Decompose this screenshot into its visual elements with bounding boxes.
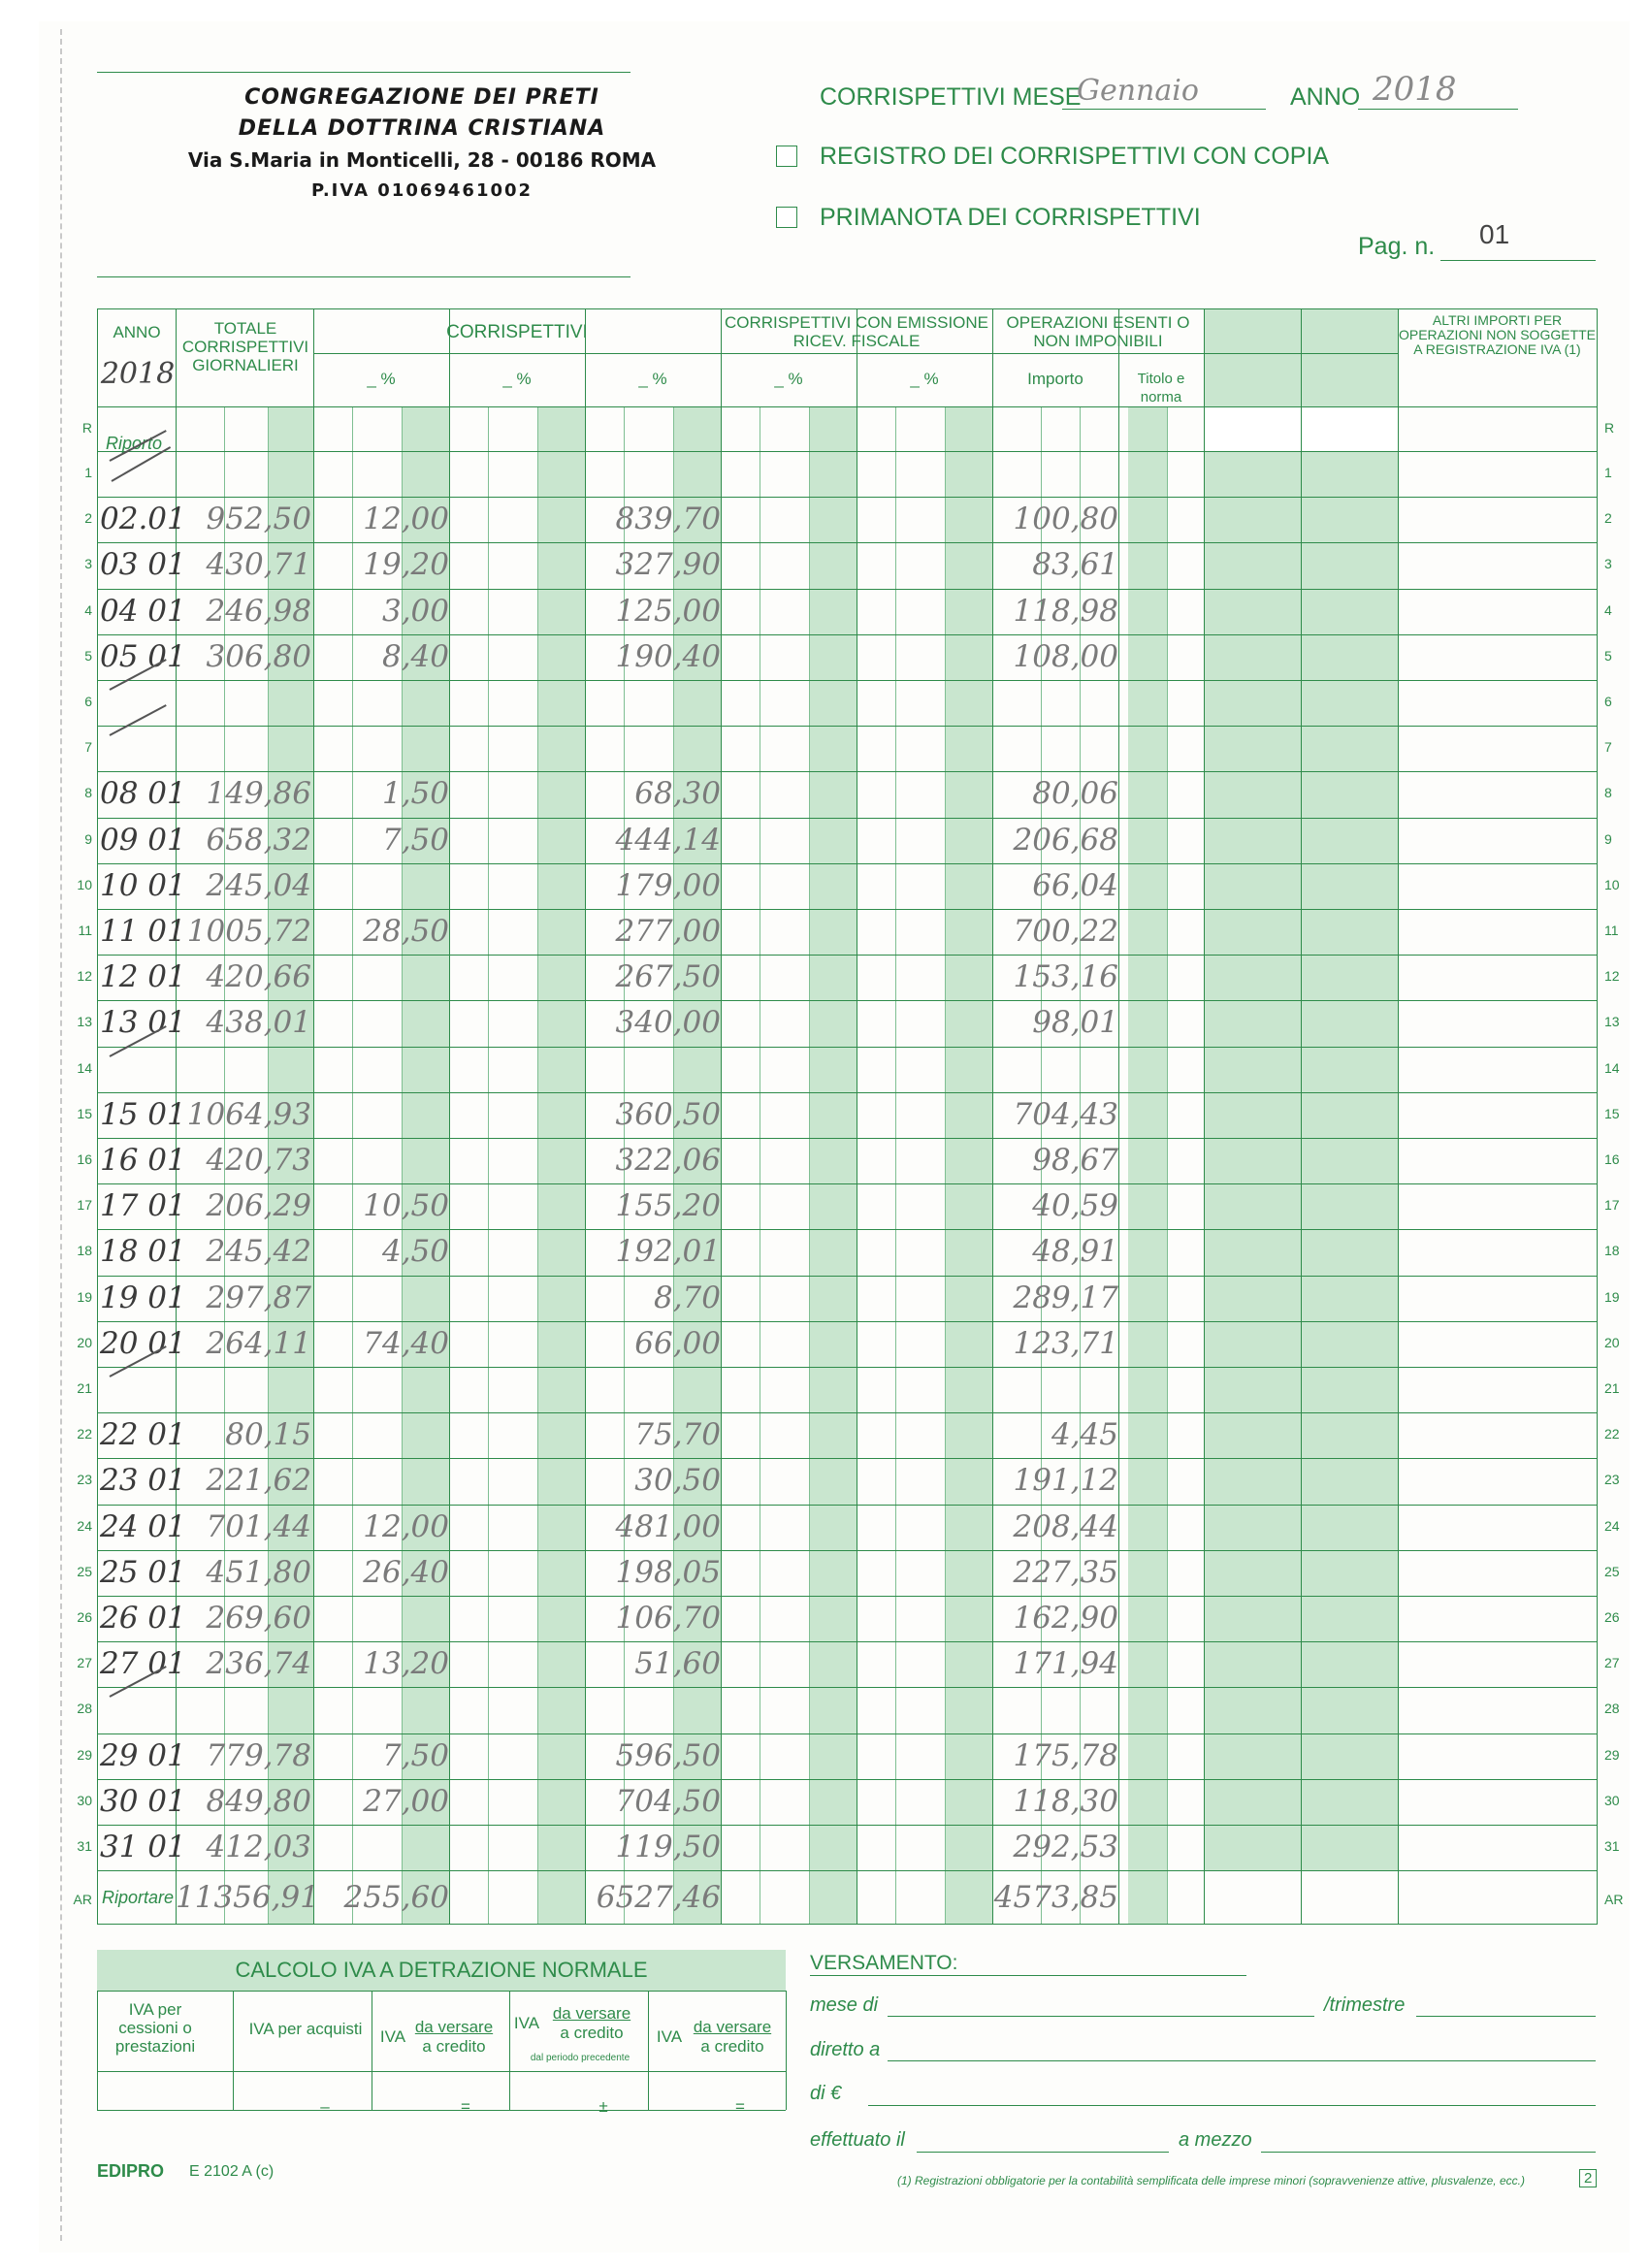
mese-underline — [1062, 109, 1266, 110]
date-cell[interactable]: 26 01 — [100, 1601, 186, 1636]
row-number: 22 — [77, 1426, 92, 1442]
stamp-line-1: CONGREGAZIONE DEI PRETI — [244, 85, 599, 110]
edipro-logo: EDIPRO — [97, 2161, 165, 2181]
effettuato-line[interactable] — [917, 2152, 1169, 2153]
a-credito-5: a credito — [700, 2037, 764, 2056]
totale-cell[interactable]: 430,71 — [206, 547, 311, 583]
corrispettivi-col3-cell[interactable]: 839,70 — [615, 502, 721, 537]
row-number-right: 8 — [1604, 785, 1612, 801]
corrispettivi-col3-cell[interactable]: 75,70 — [634, 1417, 721, 1453]
row-number: 15 — [77, 1105, 92, 1121]
stamp-line-2: DELLA DOTTRINA CRISTIANA — [238, 116, 606, 141]
grid-hline — [98, 1412, 1597, 1413]
row-number: 21 — [77, 1380, 92, 1396]
page-code-box: 2 — [1579, 2169, 1597, 2187]
row-number: 24 — [77, 1517, 92, 1534]
totale-cell[interactable]: 236,74 — [206, 1646, 311, 1682]
dal-periodo-precedente: dal periodo precedente — [530, 2053, 630, 2063]
row-number-right: 9 — [1604, 830, 1612, 847]
row-number-right: 31 — [1604, 1838, 1620, 1854]
row-number-right: 4 — [1604, 601, 1612, 618]
row-number: 18 — [77, 1243, 92, 1259]
corrispettivi-col1-cell[interactable]: 1,50 — [381, 776, 449, 812]
iva-cessioni-header: IVA per cessioni o prestazioni — [114, 2000, 196, 2056]
pct-header-3: _ % — [638, 370, 667, 388]
row-number: 14 — [77, 1059, 92, 1076]
importo-euro-label: di € — [810, 2083, 842, 2104]
date-cell[interactable]: 25 01 — [100, 1554, 186, 1590]
date-cell[interactable]: 17 01 — [100, 1188, 186, 1224]
stamp-line-4: P.IVA 01069461002 — [310, 180, 534, 201]
operator-equals-2: = — [735, 2097, 745, 2116]
grid-vline — [449, 309, 450, 1924]
totale-cell[interactable]: 245,04 — [206, 867, 311, 903]
date-cell[interactable]: 12 01 — [100, 959, 186, 995]
pct-header-1: _ % — [367, 370, 396, 388]
corrispettivi-col3-cell[interactable]: 192,01 — [615, 1234, 721, 1270]
iva-acquisti-header: IVA per acquisti — [248, 2020, 363, 2038]
esenti-importo-cell[interactable]: 40,59 — [1032, 1188, 1118, 1224]
col-header-altri: ALTRI IMPORTI PER OPERAZIONI NON SOGGETTE A REGISTRAZIONE IVA (1) — [1398, 312, 1597, 357]
corrispettivi-col3-cell[interactable]: 8,70 — [653, 1280, 721, 1315]
esenti-importo-cell[interactable]: 171,94 — [1013, 1646, 1118, 1682]
calc-vline-3 — [509, 1991, 510, 2110]
page-number[interactable]: 01 — [1479, 219, 1510, 249]
corrispettivi-col1-cell[interactable]: 3,00 — [381, 593, 449, 629]
date-cell[interactable]: 03 01 — [100, 547, 186, 583]
row-number: 7 — [84, 739, 92, 756]
esenti-importo-cell[interactable]: 153,16 — [1013, 959, 1118, 995]
date-cell[interactable]: 09 01 — [100, 822, 186, 858]
da-versare-4: da versare — [552, 2004, 631, 2023]
row-number: 26 — [77, 1609, 92, 1625]
date-cell[interactable]: 27 01 — [100, 1646, 186, 1682]
grid-vline — [1118, 309, 1119, 1924]
totale-cell[interactable]: 420,73 — [206, 1143, 311, 1178]
corrispettivi-col1-cell[interactable]: 19,20 — [363, 547, 449, 583]
total-col1-cell[interactable]: 255,60 — [343, 1880, 449, 1916]
grid-hline — [98, 1458, 1597, 1459]
col-header-ricev: CORRISPETTIVI CON EMISSIONE RICEV. FISCALE — [724, 313, 989, 350]
totale-cell[interactable]: 1005,72 — [186, 914, 311, 949]
esenti-importo-cell[interactable]: 175,78 — [1013, 1737, 1118, 1773]
row-label-ar: AR — [73, 1892, 92, 1908]
esenti-importo-cell[interactable]: 98,67 — [1032, 1143, 1118, 1178]
esenti-importo-cell[interactable]: 48,91 — [1032, 1234, 1118, 1270]
calc-vline-0 — [97, 1991, 98, 2110]
grid-hline — [98, 1367, 1597, 1368]
corrispettivi-col3-cell[interactable]: 444,14 — [615, 822, 721, 858]
grid-vline — [1398, 309, 1399, 1924]
row-number-right: 19 — [1604, 1288, 1620, 1305]
trimestre-label: /trimestre — [1324, 1994, 1406, 2016]
corrispettivi-col1-cell[interactable]: 7,50 — [381, 822, 449, 858]
row-number: 3 — [84, 556, 92, 572]
totale-cell[interactable]: 269,60 — [206, 1601, 311, 1636]
totale-cell[interactable]: 412,03 — [206, 1830, 311, 1864]
corrispettivi-col3-cell[interactable]: 327,90 — [615, 547, 721, 583]
operator-equals: = — [461, 2097, 470, 2116]
page-label: Pag. n. — [1358, 233, 1436, 260]
operator-minus: – — [320, 2097, 330, 2116]
grid-hline — [98, 1687, 1597, 1688]
totale-cell[interactable]: 245,42 — [206, 1234, 311, 1270]
row-number-right: 18 — [1604, 1243, 1620, 1259]
primanota-checkbox[interactable] — [776, 207, 797, 228]
totale-cell[interactable]: 849,80 — [206, 1783, 311, 1819]
mese-di-label: mese di — [810, 1994, 879, 2016]
date-cell[interactable]: 02.01 — [100, 502, 186, 537]
row-number: 6 — [84, 694, 92, 709]
esenti-importo-cell[interactable]: 118,98 — [1013, 593, 1118, 629]
grid-hline — [98, 955, 1597, 956]
mese-value[interactable]: Gennaio — [1077, 74, 1199, 108]
row-number: 30 — [77, 1792, 92, 1808]
row-number: 29 — [77, 1746, 92, 1763]
row-number-right: 26 — [1604, 1609, 1620, 1625]
iva-label-3: IVA — [379, 2027, 406, 2046]
grid-vline — [721, 309, 722, 1924]
organization-stamp — [170, 82, 674, 207]
corrispettivi-col1-cell[interactable]: 12,00 — [363, 502, 449, 537]
grid-hline — [98, 1276, 1597, 1277]
row-number-right: 3 — [1604, 556, 1612, 572]
grid-hline — [98, 680, 1597, 681]
riporto-label: Riporto — [106, 434, 163, 453]
row-number-right: 22 — [1604, 1426, 1620, 1442]
registro-checkbox[interactable] — [776, 146, 797, 167]
date-cell[interactable]: 10 01 — [100, 867, 186, 903]
esenti-importo-cell[interactable]: 98,01 — [1032, 1005, 1118, 1041]
totale-cell[interactable]: 306,80 — [206, 638, 311, 674]
totale-cell[interactable]: 438,01 — [206, 1005, 311, 1041]
stamp-line-3: Via S.Maria in Monticelli, 28 - 00186 ROMA — [187, 148, 657, 172]
effettuato-il-label: effettuato il — [810, 2129, 905, 2151]
corrispettivi-col3-cell[interactable]: 155,20 — [615, 1188, 721, 1224]
row-number: 16 — [77, 1151, 92, 1167]
totale-cell[interactable]: 206,29 — [206, 1188, 311, 1224]
esenti-importo-cell[interactable]: 700,22 — [1013, 914, 1118, 949]
date-cell[interactable]: 04 01 — [100, 593, 186, 629]
corrispettivi-col1-cell[interactable]: 12,00 — [363, 1508, 449, 1544]
iva-label-4: IVA — [513, 2014, 540, 2032]
corrispettivi-col3-cell[interactable]: 198,05 — [615, 1554, 721, 1590]
date-cell[interactable]: 31 01 — [100, 1830, 186, 1864]
row-number-right: 2 — [1604, 510, 1612, 527]
totale-cell[interactable]: 779,78 — [206, 1737, 311, 1773]
row-number-right: 14 — [1604, 1059, 1620, 1076]
row-number: 25 — [77, 1563, 92, 1579]
row-number: 28 — [77, 1701, 92, 1717]
corrispettivi-col3-cell[interactable]: 267,50 — [615, 959, 721, 995]
corrispettivi-col1-cell[interactable]: 10,50 — [363, 1188, 449, 1224]
row-number: 1 — [84, 465, 92, 480]
calcolo-iva-box — [97, 1950, 786, 2116]
date-cell[interactable]: 23 01 — [100, 1463, 186, 1499]
grid-hline — [98, 1047, 1597, 1048]
a-credito-4: a credito — [560, 2024, 624, 2042]
corrispettivi-col3-cell[interactable]: 68,30 — [634, 776, 721, 812]
corrispettivi-col3-cell[interactable]: 277,00 — [615, 914, 721, 949]
perforation-line — [60, 29, 62, 2241]
row-number-right: 23 — [1604, 1472, 1620, 1488]
corrispettivi-col1-cell[interactable]: 13,20 — [363, 1646, 449, 1682]
titolo-header: Titolo e norma — [1137, 371, 1185, 405]
grid-hline — [313, 353, 1398, 354]
diretto-a-line[interactable] — [888, 2060, 1596, 2061]
row-number-right: 30 — [1604, 1792, 1620, 1808]
mese-di-line[interactable] — [888, 2016, 1314, 2017]
totale-cell[interactable]: 246,98 — [206, 593, 311, 629]
esenti-importo-cell[interactable]: 100,80 — [1013, 502, 1118, 537]
corrispettivi-col1-cell[interactable]: 4,50 — [381, 1234, 449, 1270]
grid-hline — [98, 1596, 1597, 1597]
diretto-a-label: diretto a — [810, 2039, 881, 2060]
col-header-esenti: OPERAZIONI ESENTI O NON IMPONIBILI — [1006, 313, 1190, 350]
col-header-totale: TOTALE CORRISPETTIVI GIORNALIERI — [181, 319, 309, 374]
date-cell[interactable]: 11 01 — [100, 914, 186, 949]
date-cell[interactable]: 16 01 — [100, 1143, 186, 1178]
row-number: 4 — [84, 601, 92, 618]
versamento-title: VERSAMENTO: — [810, 1952, 958, 1974]
row-number-right: 20 — [1604, 1334, 1620, 1350]
anno-handwritten: 2018 — [100, 357, 176, 391]
calc-rule-1 — [97, 1991, 786, 1992]
calc-vline-1 — [233, 1991, 234, 2110]
page-underline — [1440, 260, 1596, 261]
row-number-right: 17 — [1604, 1197, 1620, 1214]
totale-cell[interactable]: 221,62 — [206, 1463, 311, 1499]
trimestre-line[interactable] — [1416, 2016, 1596, 2017]
corrispettivi-col3-cell[interactable]: 106,70 — [615, 1601, 721, 1636]
esenti-importo-cell[interactable]: 123,71 — [1013, 1325, 1118, 1361]
corrispettivi-col3-cell[interactable]: 596,50 — [615, 1737, 721, 1773]
row-number-right: 27 — [1604, 1655, 1620, 1671]
grid-hline — [98, 1825, 1597, 1826]
corrispettivi-col3-cell[interactable]: 190,40 — [615, 638, 721, 674]
row-number-right: 29 — [1604, 1746, 1620, 1763]
totale-cell[interactable]: 297,87 — [206, 1280, 311, 1315]
row-label-ar-right: AR — [1604, 1892, 1624, 1908]
totale-cell[interactable]: 149,86 — [206, 776, 311, 812]
row-label-r-right: R — [1604, 420, 1615, 436]
row-number: 2 — [84, 510, 92, 527]
form-code: E 2102 A (c) — [189, 2163, 275, 2180]
row-number: 31 — [77, 1838, 92, 1854]
iva-label-5: IVA — [656, 2027, 683, 2046]
grid-hline — [98, 863, 1597, 864]
date-cell[interactable]: 24 01 — [100, 1508, 186, 1544]
date-cell[interactable]: 18 01 — [100, 1234, 186, 1270]
row-number: 13 — [77, 1014, 92, 1030]
esenti-importo-cell[interactable]: 118,30 — [1013, 1783, 1118, 1819]
esenti-importo-cell[interactable]: 66,04 — [1032, 867, 1118, 903]
col-header-corrispettivi: CORRISPETTIVI — [446, 322, 588, 342]
date-cell[interactable]: 30 01 — [100, 1783, 186, 1819]
row-number: 12 — [77, 968, 92, 985]
corrispettivi-col1-cell[interactable]: 7,50 — [381, 1737, 449, 1773]
operator-plusminus: ± — [598, 2097, 608, 2116]
row-number-right: 12 — [1604, 968, 1620, 985]
row-label-r: R — [81, 420, 92, 436]
totale-cell[interactable]: 658,32 — [206, 822, 311, 858]
pct-header-2: _ % — [502, 370, 532, 388]
row-number-right: 5 — [1604, 647, 1612, 664]
totale-cell[interactable]: 420,66 — [206, 959, 311, 995]
corrispettivi-col3-cell[interactable]: 125,00 — [615, 593, 721, 629]
total-totale-cell[interactable]: 11356,91 — [176, 1880, 319, 1916]
date-cell[interactable]: 29 01 — [100, 1737, 186, 1773]
importo-line[interactable] — [868, 2105, 1596, 2106]
calc-rule-2 — [97, 2071, 786, 2072]
a-credito-3: a credito — [422, 2037, 486, 2056]
esenti-importo-cell[interactable]: 80,06 — [1032, 776, 1118, 812]
row-number-right: 6 — [1604, 694, 1612, 709]
primanota-option: PRIMANOTA DEI CORRISPETTIVI — [820, 204, 1201, 231]
corrispettivi-col3-cell[interactable]: 119,50 — [615, 1830, 721, 1864]
row-number-right: 28 — [1604, 1701, 1620, 1717]
totale-cell[interactable]: 701,44 — [206, 1508, 311, 1544]
grid-hline — [98, 1138, 1597, 1139]
corrispettivi-col3-cell[interactable]: 30,50 — [634, 1463, 721, 1499]
grid-vline — [1204, 309, 1205, 1924]
corrispettivi-col3-cell[interactable]: 360,50 — [615, 1096, 721, 1132]
corrispettivi-col3-cell[interactable]: 322,06 — [615, 1143, 721, 1178]
row-number-right: 1 — [1604, 465, 1612, 480]
esenti-importo-cell[interactable]: 83,61 — [1032, 547, 1118, 583]
esenti-importo-cell[interactable]: 162,90 — [1013, 1601, 1118, 1636]
esenti-importo-cell[interactable]: 227,35 — [1013, 1554, 1118, 1590]
esenti-importo-cell[interactable]: 704,43 — [1013, 1096, 1118, 1132]
row-number: 9 — [84, 830, 92, 847]
esenti-importo-cell[interactable]: 108,00 — [1013, 638, 1118, 674]
corrispettivi-col1-cell[interactable]: 8,40 — [381, 638, 449, 674]
esenti-importo-cell[interactable]: 289,17 — [1013, 1280, 1118, 1315]
corrispettivi-col3-cell[interactable]: 66,00 — [634, 1325, 721, 1361]
esenti-importo-cell[interactable]: 208,44 — [1013, 1508, 1118, 1544]
da-versare-5: da versare — [693, 2018, 772, 2036]
totale-cell[interactable]: 952,50 — [206, 502, 311, 537]
grid-hline — [98, 1092, 1597, 1093]
date-cell[interactable]: 19 01 — [100, 1280, 186, 1315]
a-mezzo-label: a mezzo — [1179, 2129, 1252, 2151]
row-number: 11 — [78, 923, 92, 938]
calc-vline-5 — [786, 1991, 787, 2110]
corrispettivi-col1-cell[interactable]: 27,00 — [363, 1783, 449, 1819]
row-number: 27 — [77, 1655, 92, 1671]
empty-day-dash — [110, 704, 167, 736]
anno-label: ANNO — [1290, 83, 1361, 111]
corrispettivi-col3-cell[interactable]: 51,60 — [634, 1646, 721, 1682]
totale-cell[interactable]: 1064,93 — [186, 1096, 311, 1132]
row-number-right: 13 — [1604, 1014, 1620, 1030]
col-header-anno: ANNO — [113, 323, 161, 341]
corrispettivi-col3-cell[interactable]: 179,00 — [615, 867, 721, 903]
ledger-table — [73, 308, 1624, 1925]
footnote: (1) Registrazioni obbligatorie per la contabilità semplificata delle imprese minori (sopravvenienze attive, plusvalenze, ecc.) — [897, 2174, 1525, 2187]
corrispettivi-col3-cell[interactable]: 704,50 — [615, 1783, 721, 1819]
esenti-importo-cell[interactable]: 191,12 — [1013, 1463, 1118, 1499]
row-number: 8 — [84, 785, 92, 801]
riportare-label: Riportare — [102, 1888, 175, 1907]
grid-hline — [98, 726, 1597, 727]
row-number-right: 10 — [1604, 876, 1620, 892]
esenti-importo-cell[interactable]: 206,68 — [1013, 822, 1118, 858]
totale-cell[interactable]: 264,11 — [206, 1325, 311, 1361]
row-number-right: 21 — [1604, 1380, 1620, 1396]
row-number: 5 — [84, 647, 92, 664]
grid-hline — [98, 406, 1597, 407]
corrispettivi-col1-cell[interactable]: 28,50 — [363, 914, 449, 949]
pct-header-5: _ % — [910, 370, 939, 388]
date-cell[interactable]: 22 01 — [100, 1417, 186, 1453]
corrispettivi-col3-cell[interactable]: 481,00 — [615, 1508, 721, 1544]
grid-vline — [1301, 309, 1302, 1924]
row-number: 23 — [77, 1472, 92, 1488]
stamp-top-rule — [97, 72, 630, 73]
row-number-right: 7 — [1604, 739, 1612, 756]
date-cell[interactable]: 15 01 — [100, 1096, 186, 1132]
date-cell[interactable]: 08 01 — [100, 776, 186, 812]
row-number-right: 24 — [1604, 1517, 1620, 1534]
grid-hline — [98, 1000, 1597, 1001]
date-cell[interactable]: 13 01 — [100, 1005, 186, 1041]
corrispettivi-col1-cell[interactable]: 26,40 — [363, 1554, 449, 1590]
esenti-importo-cell[interactable]: 4,45 — [1051, 1417, 1118, 1453]
date-cell[interactable]: 20 01 — [100, 1325, 186, 1361]
registro-option: REGISTRO DEI CORRISPETTIVI CON COPIA — [820, 143, 1330, 170]
pct-header-4: _ % — [774, 370, 803, 388]
totale-cell[interactable]: 451,80 — [206, 1554, 311, 1590]
mese-label: CORRISPETTIVI MESE — [820, 83, 1082, 111]
a-mezzo-line[interactable] — [1261, 2152, 1596, 2153]
calcolo-iva-title: CALCOLO IVA A DETRAZIONE NORMALE — [97, 1950, 786, 1991]
row-number: 19 — [77, 1288, 92, 1305]
grid-hline — [98, 451, 1597, 452]
row-number: 20 — [77, 1334, 92, 1350]
importo-header: Importo — [1027, 370, 1083, 388]
row-number: 10 — [77, 876, 92, 892]
row-number-right: 15 — [1604, 1105, 1620, 1121]
date-cell[interactable]: 05 01 — [100, 638, 186, 674]
corrispettivi-col1-cell[interactable]: 74,40 — [363, 1325, 449, 1361]
stamp-bottom-rule — [97, 276, 630, 277]
row-number-right: 16 — [1604, 1151, 1620, 1167]
esenti-importo-cell[interactable]: 292,53 — [1013, 1830, 1118, 1864]
corrispettivi-col3-cell[interactable]: 340,00 — [615, 1005, 721, 1041]
totale-cell[interactable]: 80,15 — [225, 1417, 311, 1453]
total-col3-cell[interactable]: 6527,46 — [596, 1880, 721, 1916]
anno-underline — [1358, 109, 1518, 110]
row-number-right: 11 — [1604, 923, 1619, 938]
calc-rule-3 — [97, 2110, 786, 2111]
row-number: 17 — [77, 1197, 92, 1214]
calc-vline-4 — [648, 1991, 649, 2110]
versamento-title-rule — [810, 1975, 1246, 1976]
total-esenti-cell[interactable]: 4573,85 — [993, 1880, 1118, 1916]
da-versare-3: da versare — [414, 2018, 494, 2036]
anno-value[interactable]: 2018 — [1373, 70, 1457, 109]
row-number-right: 25 — [1604, 1563, 1620, 1579]
grid-hline — [98, 1870, 1597, 1871]
